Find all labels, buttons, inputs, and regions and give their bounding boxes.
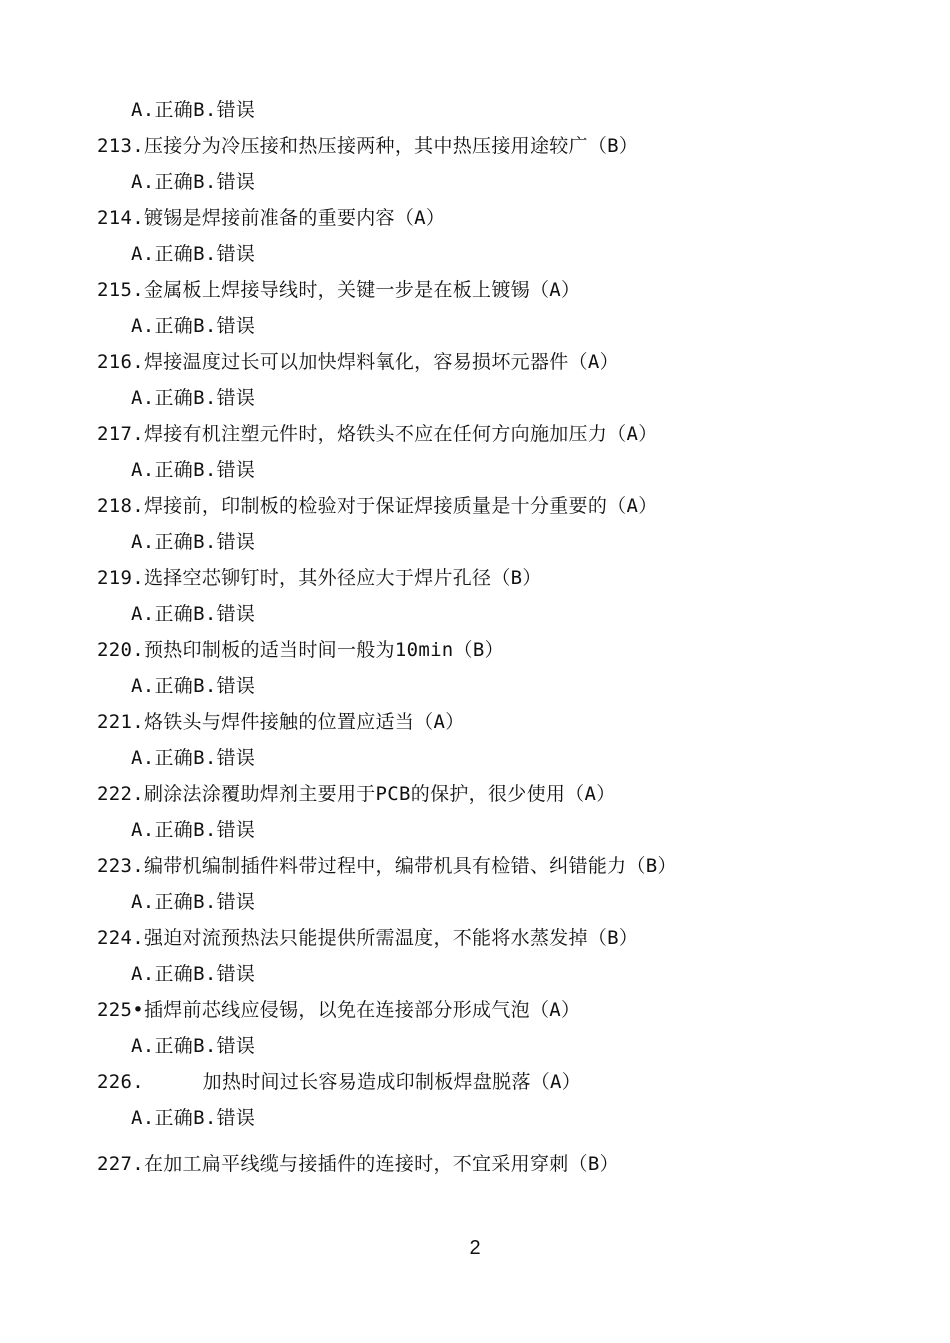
answer-options: A.正确B.错误: [131, 1035, 256, 1057]
answer-options: A.正确B.错误: [131, 387, 256, 409]
page-number: 2: [469, 1237, 481, 1259]
answer-options: A.正确B.错误: [131, 891, 256, 913]
answer-options: A.正确B.错误: [131, 675, 256, 697]
question-text: 214.镀锡是焊接前准备的重要内容（A）: [97, 207, 446, 229]
answer-options: A.正确B.错误: [131, 459, 256, 481]
answer-options: A.正确B.错误: [131, 315, 256, 337]
question-text: 213.压接分为冷压接和热压接两种，其中热压接用途较广（B）: [97, 135, 639, 157]
question-text: 222.刷涂法涂覆助焊剂主要用于PCB的保护，很少使用（A）: [97, 783, 616, 805]
question-text: 223.编带机编制插件料带过程中，编带机具有检错、纠错能力（B）: [97, 855, 677, 877]
question-text: 221.烙铁头与焊件接触的位置应适当（A）: [97, 711, 465, 733]
question-text: 220.预热印制板的适当时间一般为10min（B）: [97, 639, 504, 661]
answer-options: A.正确B.错误: [131, 747, 256, 769]
question-text: 218.焊接前，印制板的检验对于保证焊接质量是十分重要的（A）: [97, 495, 658, 517]
answer-options: A.正确B.错误: [131, 819, 256, 841]
question-text: 215.金属板上焊接导线时，关键一步是在板上镀锡（A）: [97, 279, 581, 301]
answer-options: A.正确B.错误: [131, 531, 256, 553]
question-text: 224.强迫对流预热法只能提供所需温度，不能将水蒸发掉（B）: [97, 927, 639, 949]
question-text: 227.在加工扁平线缆与接插件的连接时，不宜采用穿刺（B）: [97, 1153, 619, 1175]
answer-options: A.正确B.错误: [131, 243, 256, 265]
question-text: 225•插焊前芯线应侵锡，以免在连接部分形成气泡（A）: [97, 999, 581, 1021]
answer-options: A.正确B.错误: [131, 1107, 256, 1129]
answer-options: A.正确B.错误: [131, 99, 256, 121]
question-text: 217.焊接有机注塑元件时，烙铁头不应在任何方向施加压力（A）: [97, 423, 658, 445]
answer-options: A.正确B.错误: [131, 171, 256, 193]
answer-options: A.正确B.错误: [131, 963, 256, 985]
question-text: 226. 加热时间过长容易造成印制板焊盘脱落（A）: [97, 1071, 582, 1093]
answer-options: A.正确B.错误: [131, 603, 256, 625]
question-text: 216.焊接温度过长可以加快焊料氧化，容易损坏元器件（A）: [97, 351, 619, 373]
question-text: 219.选择空芯铆钉时，其外径应大于焊片孔径（B）: [97, 567, 542, 589]
